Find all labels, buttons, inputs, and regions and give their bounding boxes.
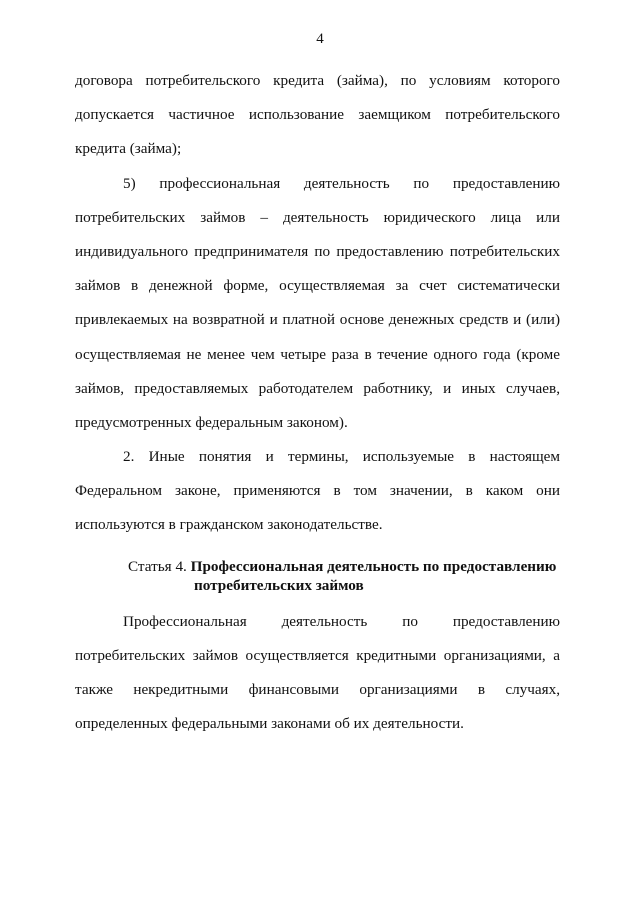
article-label: Статья 4. — [128, 557, 187, 575]
text-line: осуществляемая не менее чем четыре раза в течение одного года (кроме — [75, 345, 560, 363]
article-paragraph — [75, 605, 560, 742]
text-line: договора потребительского кредита (займа), по условиям которого — [75, 72, 560, 89]
paragraph-part-2 — [75, 440, 560, 543]
article-title: Профессиональная деятельность по предоставлению — [190, 557, 557, 575]
text-line: кредита (займа); — [75, 140, 182, 158]
text-line: Федеральном законе, применяются в том значении, в каком они — [75, 482, 560, 500]
text-line: индивидуального предпринимателя по предоставлению потребительских — [75, 242, 560, 260]
text-line: 5) профессиональная деятельность по предоставлению — [123, 174, 560, 192]
text-line: займов, предоставляемых работодателем работнику, и иных случаев, — [75, 379, 560, 397]
text-line: предусмотренных федеральным законом). — [75, 413, 348, 431]
page-number: 4 — [316, 31, 324, 47]
text-line: определенных федеральными законами об их деятельности. — [75, 715, 464, 733]
text-line: используются в гражданском законодательстве. — [75, 516, 383, 534]
article-title-continued: потребительских займов — [194, 576, 364, 594]
paragraph-continuation — [75, 64, 560, 167]
text-line: допускается частичное использование заемщиком потребительского — [75, 106, 560, 124]
text-line: Профессиональная деятельность по предоставлению — [123, 612, 560, 630]
paragraph-item-5 — [75, 167, 560, 441]
text-line: также некредитными финансовыми организациями в случаях, — [75, 681, 560, 698]
text-line: 2. Иные понятия и термины, используемые в настоящем — [123, 448, 560, 466]
text-line: займов в денежной форме, осуществляемая за счет систематически — [75, 277, 560, 295]
text-line: потребительских займов осуществляется кредитными организациями, а — [75, 646, 560, 664]
document-body — [75, 64, 560, 741]
text-line: привлекаемых на возвратной и платной основе денежных средств и (или) — [75, 311, 560, 329]
article-heading — [75, 557, 560, 595]
text-line: потребительских займов – деятельность юридического лица или — [75, 208, 560, 226]
